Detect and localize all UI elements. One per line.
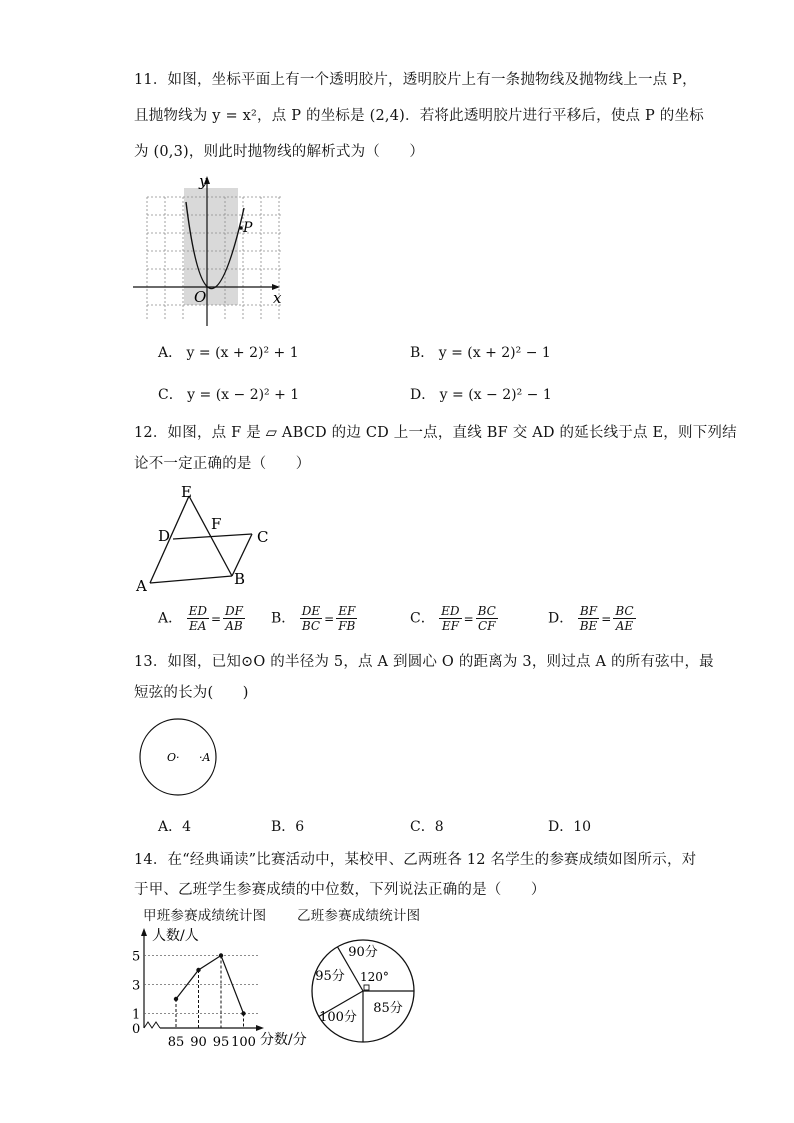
data-point bbox=[219, 953, 223, 957]
q11-option-c[interactable]: C． y = (x − 2)² + 1 bbox=[158, 387, 300, 403]
q12-option-c-letter: C． bbox=[410, 610, 435, 627]
equals-sign: = bbox=[463, 611, 474, 626]
slice-label: 95分 bbox=[315, 969, 345, 984]
q14-line-2: 于甲、乙班学生参赛成绩的中位数，下列说法正确的是（ ） bbox=[134, 882, 546, 898]
q12-option-a[interactable] bbox=[158, 604, 245, 633]
point-p-label: P bbox=[243, 220, 253, 236]
label-f: F bbox=[211, 515, 222, 533]
equals-sign: = bbox=[210, 611, 222, 626]
equals-sign: = bbox=[601, 611, 612, 626]
q12-option-a-letter: A． bbox=[158, 610, 183, 627]
fraction bbox=[476, 604, 498, 633]
q11-parabola-figure bbox=[128, 168, 298, 328]
class-b-pie-chart bbox=[308, 936, 418, 1046]
y-tick-label: 3 bbox=[132, 978, 141, 994]
q12-option-d-letter: D． bbox=[548, 610, 574, 627]
q13-option-d[interactable]: D．10 bbox=[548, 819, 592, 835]
fraction bbox=[578, 604, 600, 633]
q12-option-c[interactable] bbox=[410, 604, 498, 633]
fraction bbox=[613, 604, 635, 633]
angle-annotation: 120° bbox=[360, 970, 389, 984]
x-axis-label: 分数/分 bbox=[260, 1032, 307, 1048]
chart-title-class-b: 乙班参赛成绩统计图 bbox=[297, 908, 421, 924]
fraction bbox=[300, 604, 322, 633]
q11-option-d[interactable]: D． y = (x − 2)² − 1 bbox=[410, 387, 552, 403]
q13-option-b[interactable]: B．6 bbox=[271, 819, 305, 835]
q13-circle-figure bbox=[136, 716, 226, 800]
denominator: FB bbox=[338, 619, 356, 633]
x-tick-label: 95 bbox=[212, 1035, 230, 1050]
y-tick-label: 0 bbox=[132, 1022, 141, 1037]
q12-option-d[interactable] bbox=[548, 604, 636, 633]
numerator: DF bbox=[225, 604, 243, 618]
q14-line-1: 14．在“经典诵读”比赛活动中，某校甲、乙两班各 12 名学生的参赛成绩如图所示，对 bbox=[134, 852, 697, 868]
numerator: DE bbox=[301, 604, 321, 618]
fraction bbox=[336, 604, 357, 633]
line-dc bbox=[173, 534, 252, 539]
denominator: BE bbox=[579, 619, 598, 633]
numerator: BC bbox=[615, 604, 634, 618]
q11-line-1: 11．如图，坐标平面上有一个透明胶片，透明胶片上有一条抛物线及抛物线上一点 P， bbox=[134, 72, 697, 88]
denominator: BC bbox=[301, 619, 321, 633]
q13-line-2: 短弦的长为( ) bbox=[134, 685, 249, 701]
angle-marker bbox=[364, 985, 369, 990]
denominator: CF bbox=[477, 619, 496, 633]
data-point bbox=[196, 968, 200, 972]
data-point bbox=[174, 997, 178, 1001]
y-axis-label: y bbox=[199, 172, 208, 190]
numerator: EF bbox=[336, 604, 357, 619]
q12-line-2: 论不一定正确的是（ ） bbox=[134, 456, 311, 472]
x-tick-label: 90 bbox=[190, 1035, 207, 1050]
denominator: AE bbox=[615, 619, 634, 633]
fraction bbox=[187, 604, 209, 633]
x-tick-label: 85 bbox=[167, 1035, 185, 1050]
y-tick-label: 5 bbox=[132, 949, 141, 965]
numerator: BC bbox=[477, 604, 496, 618]
q13-option-a[interactable]: A．4 bbox=[158, 819, 192, 835]
numerator: ED bbox=[441, 604, 460, 618]
origin-label: O bbox=[194, 288, 207, 306]
x-tick-label: 100 bbox=[231, 1035, 256, 1050]
slice-label: 85分 bbox=[373, 1001, 403, 1016]
y-axis-arrow bbox=[141, 928, 147, 936]
q12-option-b-letter: B． bbox=[271, 610, 296, 627]
data-point bbox=[241, 1011, 245, 1015]
slice-label: 100分 bbox=[319, 1010, 357, 1025]
label-d: D bbox=[158, 527, 171, 545]
line-ab bbox=[150, 576, 232, 583]
label-o: O· bbox=[167, 751, 180, 764]
q13-option-c[interactable]: C．8 bbox=[410, 819, 444, 835]
q11-line-2: 且抛物线为 y = x²，点 P 的坐标是 (2,4)．若将此透明胶片进行平移后，使点 P 的坐标 bbox=[134, 108, 704, 124]
class-a-line-chart bbox=[128, 922, 318, 1052]
q11-line-3: 为 (0,3)，则此时抛物线的解析式为（ ） bbox=[134, 144, 425, 160]
y-axis-label: 人数/人 bbox=[152, 928, 199, 944]
x-axis-arrow bbox=[256, 1025, 264, 1031]
y-tick-label: 1 bbox=[132, 1007, 141, 1023]
label-a: ·A bbox=[199, 751, 211, 764]
q12-option-b[interactable] bbox=[271, 604, 357, 633]
x-axis-label: x bbox=[273, 289, 282, 307]
equals-sign: = bbox=[324, 611, 335, 626]
fraction bbox=[439, 604, 461, 633]
q12-parallelogram-figure bbox=[130, 480, 280, 595]
chart-title-class-a: 甲班参赛成绩统计图 bbox=[143, 908, 267, 924]
axis-break-icon bbox=[144, 1022, 160, 1028]
q11-option-b[interactable]: B． y = (x + 2)² − 1 bbox=[410, 345, 551, 361]
numerator: BF bbox=[578, 604, 600, 619]
denominator: AB bbox=[225, 619, 243, 633]
label-c: C bbox=[257, 528, 269, 546]
slice-label: 90分 bbox=[348, 945, 378, 960]
label-b: B bbox=[234, 570, 246, 588]
denominator: EF bbox=[441, 619, 459, 633]
q11-option-a[interactable]: A． y = (x + 2)² + 1 bbox=[158, 345, 299, 361]
fraction bbox=[223, 604, 245, 633]
q13-line-1: 13．如图，已知⊙O 的半径为 5，点 A 到圆心 O 的距离为 3，则过点 A 的所有弦中，最 bbox=[134, 654, 714, 670]
label-a: A bbox=[136, 577, 147, 595]
denominator: EA bbox=[189, 619, 207, 633]
label-e: E bbox=[181, 483, 192, 501]
numerator: ED bbox=[188, 604, 207, 618]
q12-line-1: 12．如图，点 F 是 ▱ ABCD 的边 CD 上一点，直线 BF 交 AD 的延长线于点 E，则下列结 bbox=[134, 425, 737, 441]
